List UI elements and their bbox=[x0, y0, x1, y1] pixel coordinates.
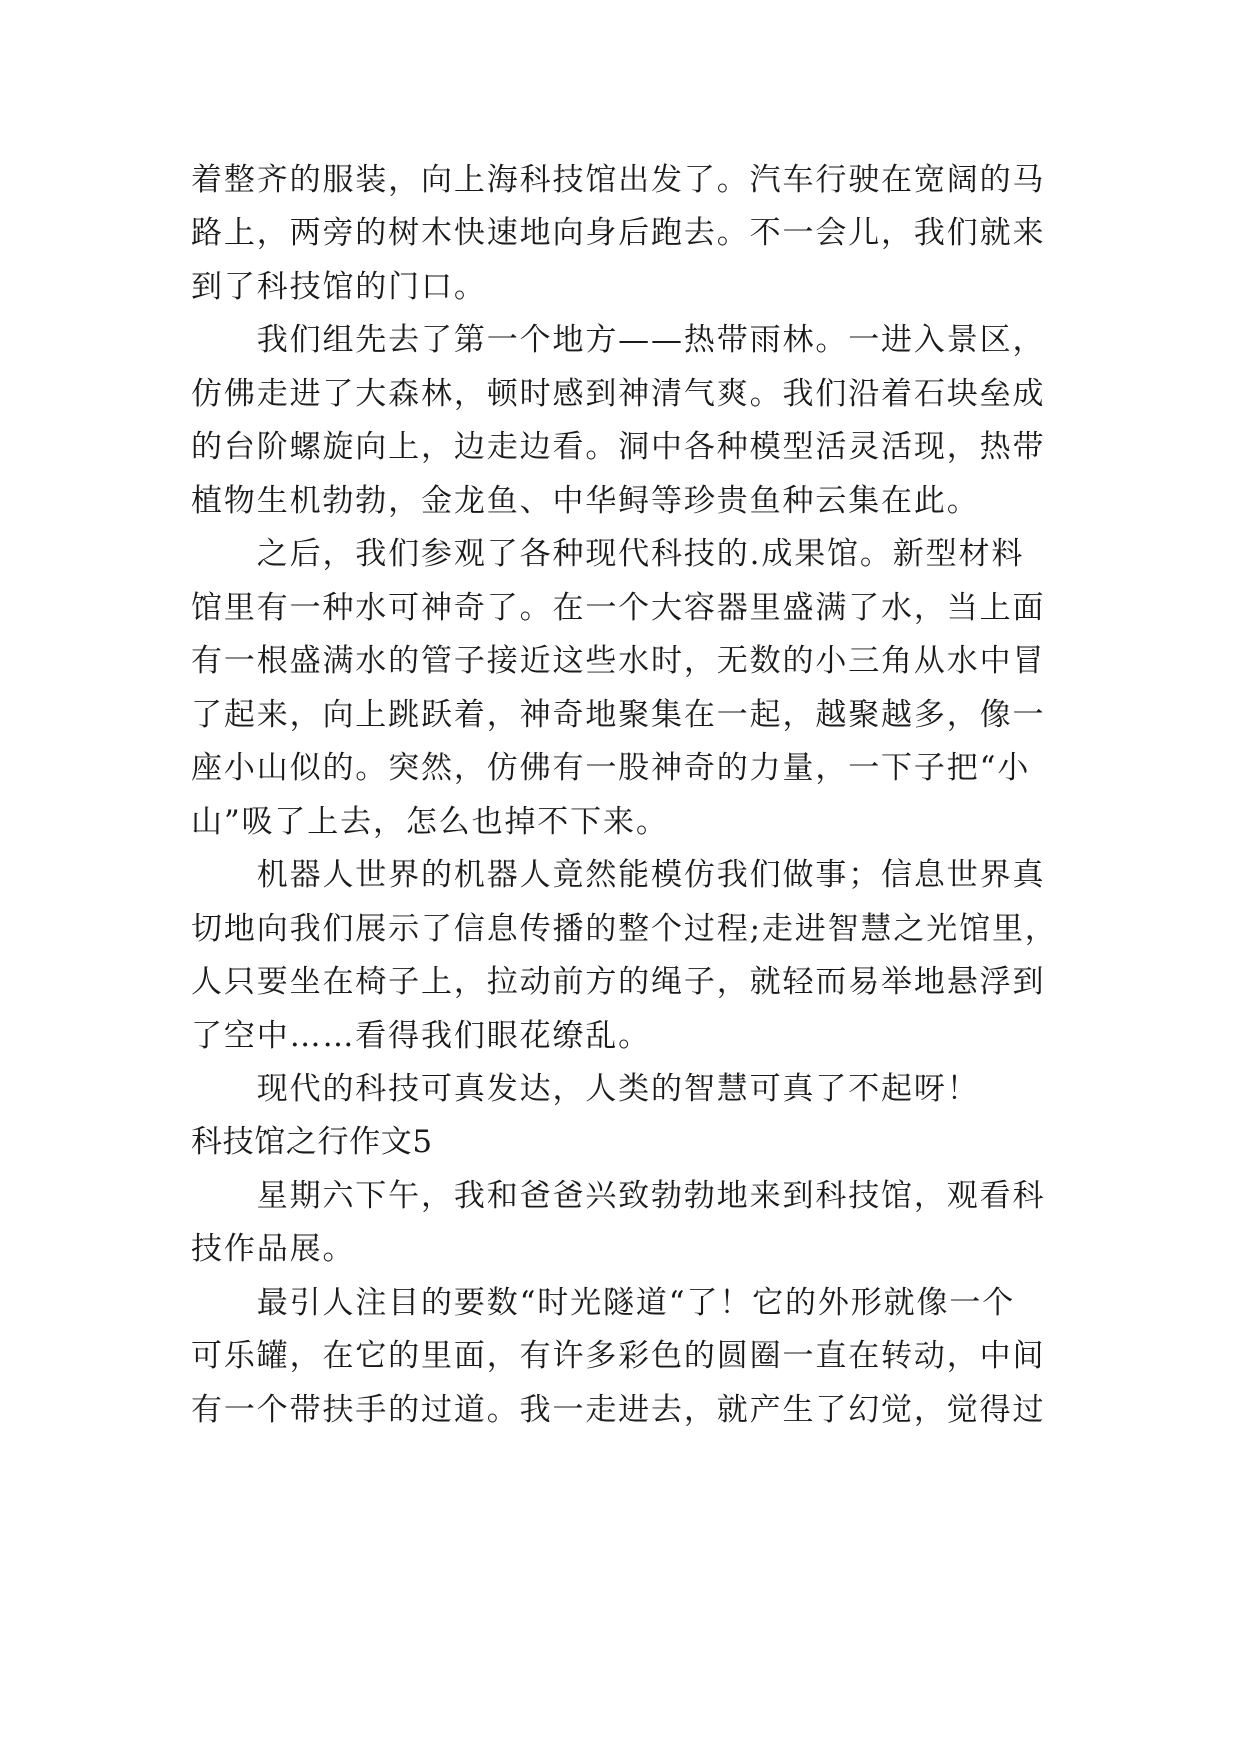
text-line: 有一根盛满水的管子接近这些水时，无数的小三角从水中冒 bbox=[191, 643, 1046, 679]
text-line: 路上，两旁的树木快速地向身后跑去。不一会儿，我们就来 bbox=[191, 215, 1046, 251]
paragraph-start: 最引人注目的要数“时光隧道“了！它的外形就像一个 bbox=[191, 1285, 1016, 1321]
text-line: 馆里有一种水可神奇了。在一个大容器里盛满了水，当上面 bbox=[191, 590, 1046, 626]
text-line: 可乐罐，在它的里面，有许多彩色的圆圈一直在转动，中间 bbox=[191, 1338, 1046, 1374]
text-line: 切地向我们展示了信息传播的整个过程;走进智慧之光馆里， bbox=[191, 911, 1058, 947]
text-line: 的台阶螺旋向上，边走边看。洞中各种模型活灵活现，热带 bbox=[191, 429, 1046, 465]
paragraph-start: 现代的科技可真发达，人类的智慧可真了不起呀！ bbox=[191, 1071, 980, 1107]
section-title: 科技馆之行作文5 bbox=[191, 1124, 433, 1160]
paragraph-start: 机器人世界的机器人竟然能模仿我们做事；信息世界真 bbox=[191, 857, 1046, 893]
text-line: 着整齐的服装，向上海科技馆出发了。汽车行驶在宽阔的马 bbox=[191, 162, 1046, 198]
text-line: 了起来，向上跳跃着，神奇地聚集在一起，越聚越多，像一 bbox=[191, 697, 1046, 733]
text-line: 到了科技馆的门口。 bbox=[191, 269, 487, 305]
text-line: 座小山似的。突然，仿佛有一股神奇的力量，一下子把“小 bbox=[191, 750, 1031, 786]
text-line: 仿佛走进了大森林，顿时感到神清气爽。我们沿着石块垒成 bbox=[191, 376, 1046, 412]
text-line: 有一个带扶手的过道。我一走进去，就产生了幻觉，觉得过 bbox=[191, 1392, 1046, 1428]
paragraph-start: 星期六下午，我和爸爸兴致勃勃地来到科技馆，观看科 bbox=[191, 1178, 1046, 1214]
text-line: 人只要坐在椅子上，拉动前方的绳子，就轻而易举地悬浮到 bbox=[191, 964, 1046, 1000]
text-line: 技作品展。 bbox=[191, 1231, 356, 1267]
text-line: 山”吸了上去，怎么也掉不下来。 bbox=[191, 804, 669, 840]
paragraph-start: 我们组先去了第一个地方——热带雨林。一进入景区， bbox=[191, 322, 1046, 358]
text-line: 植物生机勃勃，金龙鱼、中华鲟等珍贵鱼种云集在此。 bbox=[191, 483, 980, 519]
text-line: 了空中……看得我们眼花缭乱。 bbox=[191, 1018, 652, 1054]
paragraph-start: 之后，我们参观了各种现代科技的.成果馆。新型材料 bbox=[191, 536, 1025, 572]
